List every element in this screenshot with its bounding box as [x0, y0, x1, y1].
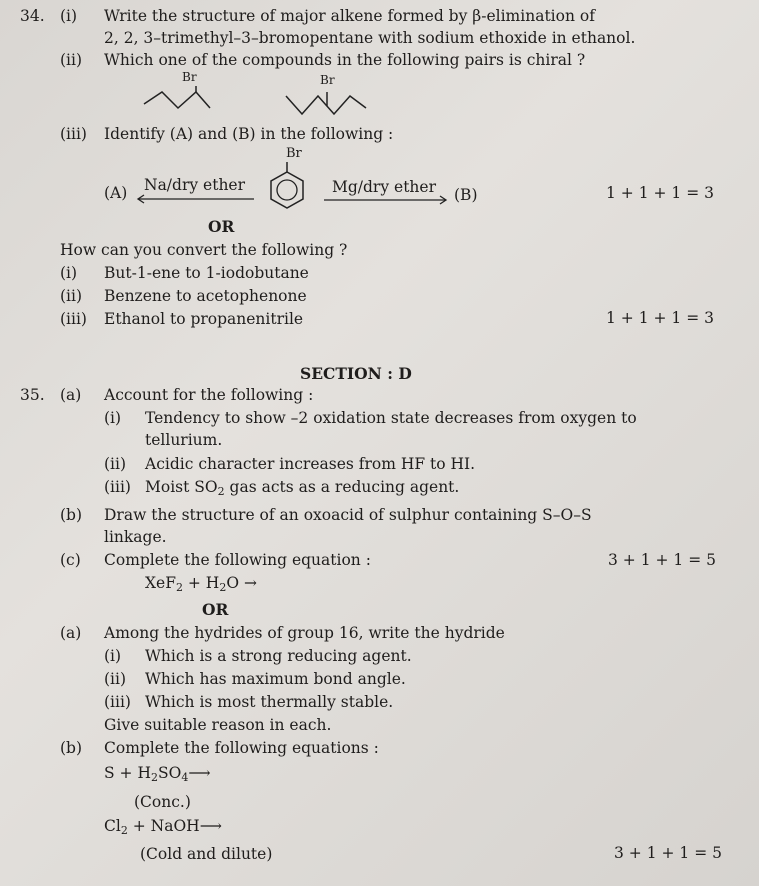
- q34-i-marker: (i): [60, 7, 78, 25]
- q35-a-text: Account for the following :: [104, 386, 314, 404]
- q35-b-line1: Draw the structure of an oxoacid of sulphur containing S–O–S: [104, 506, 592, 524]
- br-label-1: Br: [182, 70, 197, 84]
- question-number-35: 35.: [20, 386, 45, 404]
- q35-or-b-text: Complete the following equations :: [104, 739, 379, 757]
- reagent-na-dry-ether: Na/dry ether: [144, 176, 246, 194]
- q35-a-marker: (a): [60, 386, 82, 404]
- q34-iii-text: Identify (A) and (B) in the following :: [104, 125, 394, 143]
- molecule-2-bromobutane: [140, 84, 210, 118]
- question-number-34: 34.: [20, 7, 45, 25]
- marks-q35: 3 + 1 + 1 = 5: [608, 551, 716, 569]
- convert-question: How can you convert the following ?: [60, 241, 348, 259]
- q35-or-b-marker: (b): [60, 739, 83, 757]
- marks-q35-or: 3 + 1 + 1 = 5: [614, 844, 722, 862]
- q34-iii-marker: (iii): [60, 125, 87, 143]
- q35-c-marker: (c): [60, 551, 81, 569]
- label-b: (B): [454, 186, 478, 204]
- q35-c-text: Complete the following equation :: [104, 551, 371, 569]
- q34-ii-marker: (ii): [60, 51, 83, 69]
- reason-instruction: Give suitable reason in each.: [104, 716, 332, 734]
- condition-cold-dilute: (Cold and dilute): [140, 845, 273, 863]
- q35-a-ii-marker: (ii): [104, 455, 127, 473]
- or-separator-2: OR: [202, 600, 229, 619]
- q35-a-i-marker: (i): [104, 409, 122, 427]
- arrow-left-icon: [136, 195, 256, 203]
- hydride-i-marker: (i): [104, 647, 122, 665]
- convert-i-marker: (i): [60, 264, 78, 282]
- section-heading: SECTION : D: [300, 364, 412, 383]
- equation-s-h2so4: $S + H_2SO_4⟶$: [104, 764, 211, 784]
- q34-i-line2: 2, 2, 3–trimethyl–3–bromopentane with sodium ethoxide in ethanol.: [104, 29, 636, 47]
- hydride-i: Which is a strong reducing agent.: [145, 647, 412, 665]
- q35-a-iii: Moist $SO_2$ gas acts as a reducing agent.: [145, 478, 460, 498]
- q34-ii-text: Which one of the compounds in the following pairs is chiral ?: [104, 51, 586, 69]
- marks-q34-or: 1 + 1 + 1 = 3: [606, 309, 714, 327]
- label-a: (A): [104, 184, 128, 202]
- q35-a-i-line1: Tendency to show –2 oxidation state decreases from oxygen to: [145, 409, 637, 427]
- q35-or-a-text: Among the hydrides of group 16, write the hydride: [104, 624, 505, 642]
- marks-q34: 1 + 1 + 1 = 3: [606, 184, 714, 202]
- q35-b-line2: linkage.: [104, 528, 167, 546]
- hydride-ii-marker: (ii): [104, 670, 127, 688]
- hydride-ii: Which has maximum bond angle.: [145, 670, 406, 688]
- hydride-iii-marker: (iii): [104, 693, 131, 711]
- convert-iii-marker: (iii): [60, 310, 87, 328]
- equation-cl2-naoh: $Cl_2$ + NaOH⟶: [104, 817, 222, 837]
- convert-ii-marker: (ii): [60, 287, 83, 305]
- or-separator-1: OR: [208, 217, 235, 236]
- q35-a-iii-marker: (iii): [104, 478, 131, 496]
- q35-or-a-marker: (a): [60, 624, 82, 642]
- q35-a-i-line2: tellurium.: [145, 431, 223, 449]
- reagent-mg-dry-ether: Mg/dry ether: [332, 178, 436, 196]
- condition-conc: (Conc.): [134, 793, 191, 811]
- hydride-iii: Which is most thermally stable.: [145, 693, 394, 711]
- convert-iii: Ethanol to propanenitrile: [104, 310, 304, 328]
- br-label-3: Br: [286, 146, 302, 161]
- q34-i-line1: Write the structure of major alkene formed by β-elimination of: [104, 7, 595, 25]
- bromobenzene-ring: [268, 162, 308, 216]
- molecule-3-bromopentane: [282, 88, 372, 122]
- q35-a-ii: Acidic character increases from HF to HI.: [145, 455, 476, 473]
- q35-b-marker: (b): [60, 506, 83, 524]
- convert-i: But-1-ene to 1-iodobutane: [104, 264, 309, 282]
- br-label-2: Br: [320, 73, 335, 87]
- convert-ii: Benzene to acetophenone: [104, 287, 307, 305]
- equation-xef2: $XeF_2 + H_2O$ →: [145, 574, 257, 594]
- arrow-right-icon: [322, 196, 448, 204]
